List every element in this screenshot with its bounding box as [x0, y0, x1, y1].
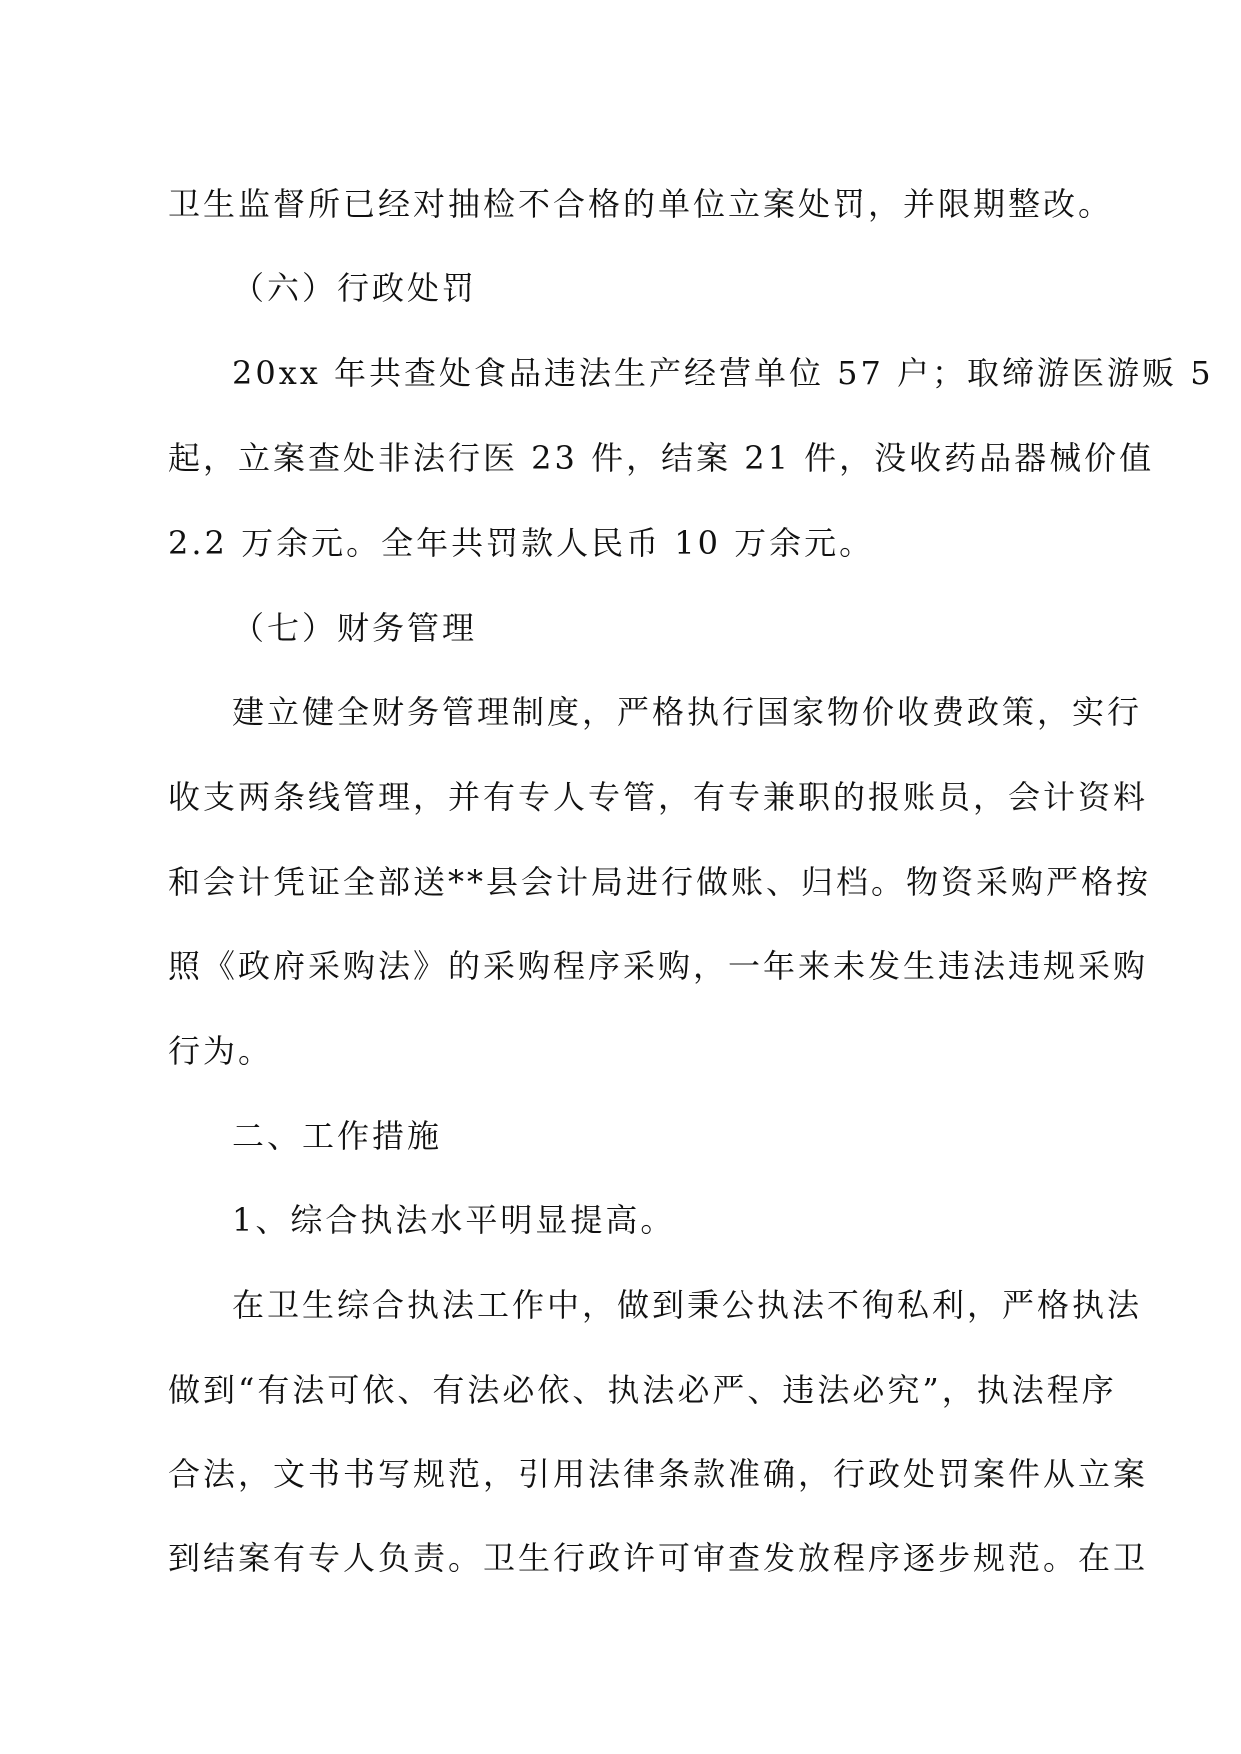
- subsection-heading: 1、综合执法水平明显提高。: [232, 1201, 676, 1239]
- body-text-line: 照《政府采购法》的采购程序采购，一年来未发生违法违规采购: [168, 947, 1149, 985]
- body-text-line: 2.2 万余元。全年共罚款人民币 10 万余元。: [168, 524, 875, 562]
- body-text-line: 到结案有专人负责。卫生行政许可审查发放程序逐步规范。在卫: [168, 1539, 1149, 1577]
- body-text-line: 合法，文书书写规范，引用法律条款准确，行政处罚案件从立案: [168, 1455, 1149, 1493]
- section-heading: （七）财务管理: [232, 609, 478, 647]
- body-text-line: 和会计凭证全部送**县会计局进行做账、归档。物资采购严格按: [168, 863, 1152, 901]
- body-text-line: 起，立案查处非法行医 23 件，结案 21 件，没收药品器械价值: [168, 439, 1155, 477]
- body-text-line: 卫生监督所已经对抽检不合格的单位立案处罚，并限期整改。: [168, 185, 1114, 223]
- section-heading: （六）行政处罚: [232, 269, 478, 307]
- body-text-line: 行为。: [168, 1032, 274, 1070]
- body-text-line: 20xx 年共查处食品违法生产经营单位 57 户；取缔游医游贩 5: [232, 354, 1214, 392]
- body-text-line: 收支两条线管理，并有专人专管，有专兼职的报账员，会计资料: [168, 778, 1149, 816]
- body-text-line: 建立健全财务管理制度，严格执行国家物价收费政策，实行: [232, 693, 1143, 731]
- section-heading: 二、工作措施: [232, 1117, 443, 1155]
- body-text-line: 做到“有法可依、有法必依、执法必严、违法必究”，执法程序: [168, 1371, 1117, 1409]
- body-text-line: 在卫生综合执法工作中，做到秉公执法不徇私利，严格执法: [232, 1286, 1143, 1324]
